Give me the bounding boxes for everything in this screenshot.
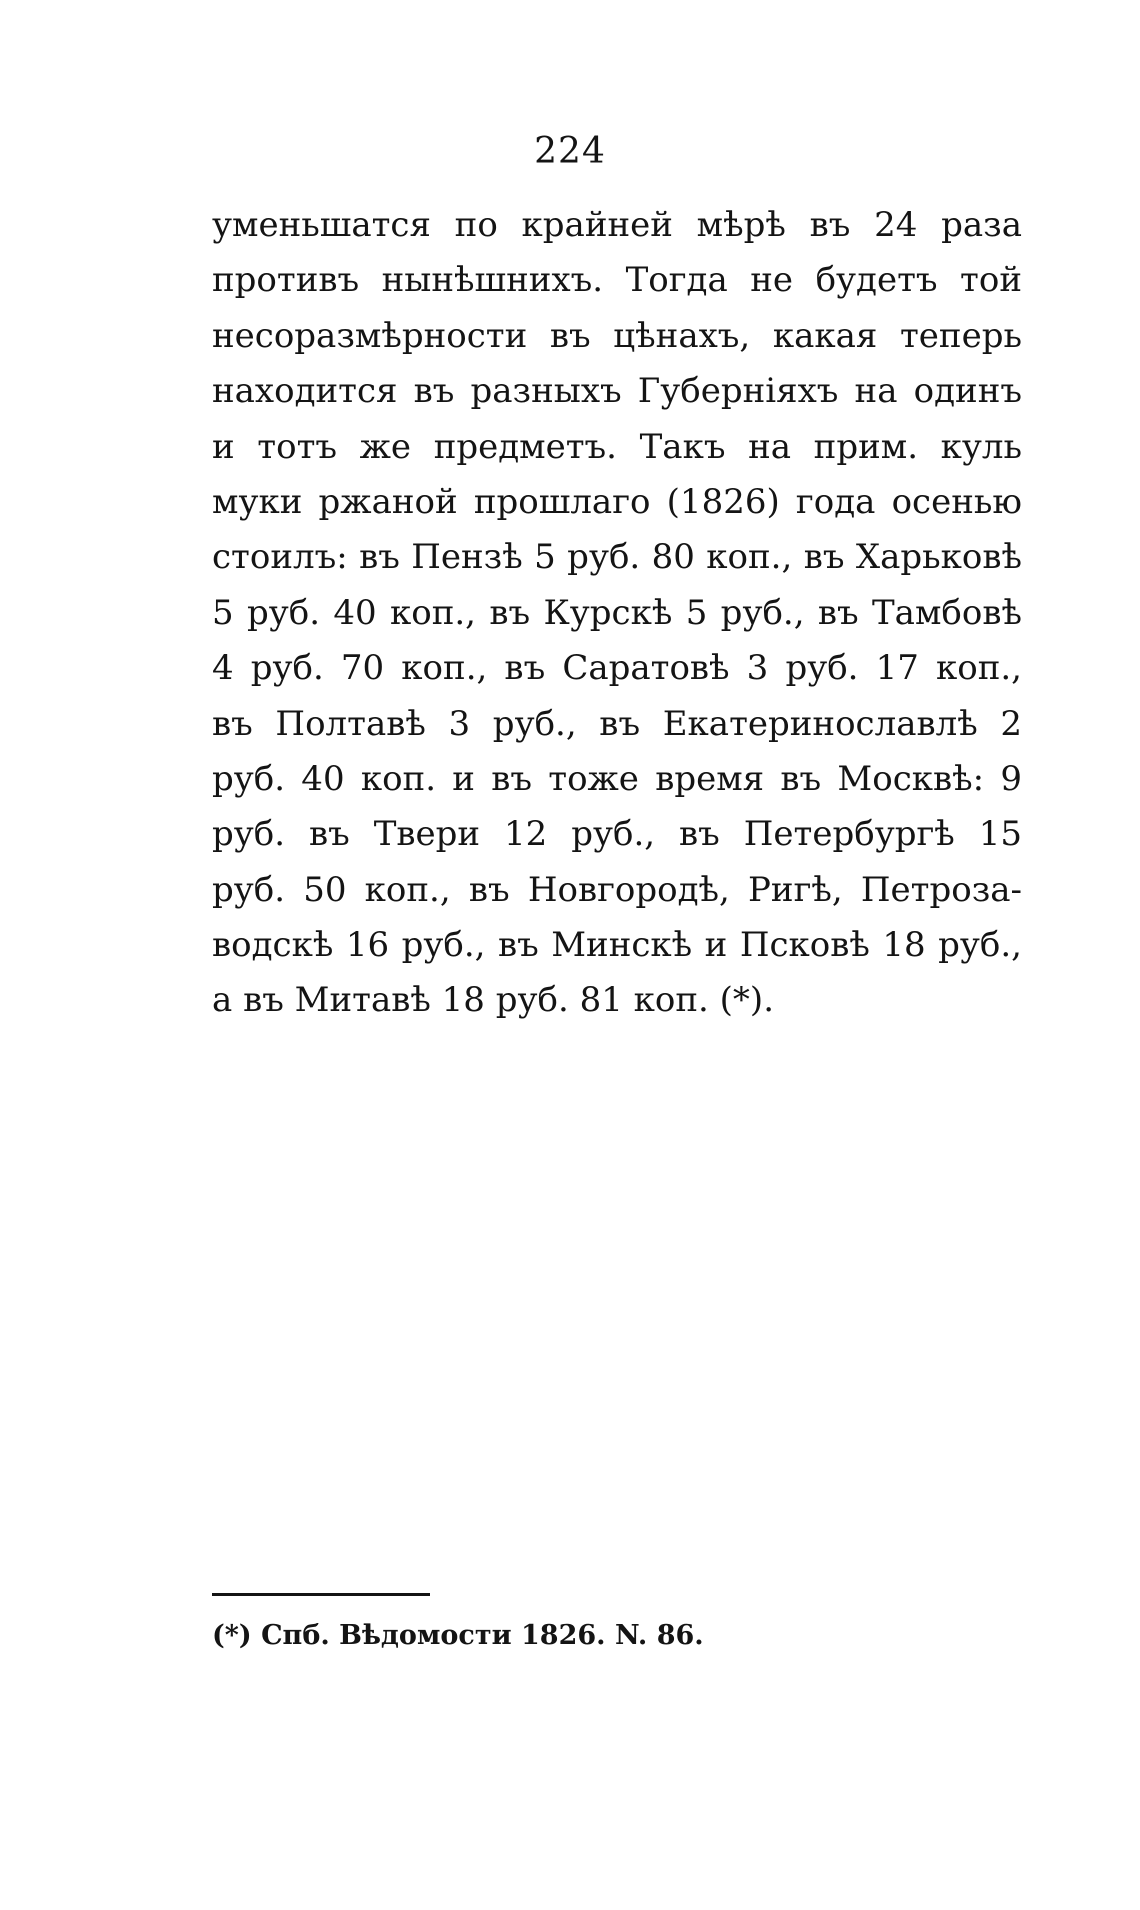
page-number: 224 <box>534 131 606 172</box>
text-line-last: а въ Митавѣ 18 руб. 81 коп. (*). <box>212 980 774 1021</box>
text-line: муки ржаной прошлаго (1826) года осенью <box>212 481 1022 522</box>
text-line: уменьшатся по крайней мѣрѣ въ 24 раза <box>212 205 1022 245</box>
text-line: несоразмѣрности въ цѣнахъ, какая теперь <box>212 315 1022 356</box>
text-line: и тотъ же предметъ. Такъ на прим. куль <box>212 426 1022 467</box>
text-line: руб. 40 коп. и въ тоже время въ Москвѣ: 9 <box>212 758 1022 799</box>
body-text <box>212 198 1022 1029</box>
text-line: противъ нынѣшнихъ. Тогда не будетъ той <box>212 260 1022 301</box>
text-line: стоилъ: въ Пензѣ 5 руб. 80 коп., въ Харьковѣ <box>212 537 1022 578</box>
text-line: 4 руб. 70 коп., въ Саратовѣ 3 руб. 17 коп., <box>212 648 1022 689</box>
text-line: руб. въ Твери 12 руб., въ Петербургѣ 15 <box>212 814 1022 855</box>
footnote: (*) Спб. Вѣдомости 1826. N. 86. <box>212 1620 704 1651</box>
footnote-divider <box>212 1593 430 1596</box>
text-line: водскѣ 16 руб., въ Минскѣ и Псковѣ 18 руб., <box>212 925 1022 966</box>
text-line: руб. 50 коп., въ Новгородѣ, Ригѣ, Петроза- <box>212 869 1022 910</box>
text-line: въ Полтавѣ 3 руб., въ Екатеринославлѣ 2 <box>212 703 1022 744</box>
text-line: находится въ разныхъ Губерніяхъ на одинъ <box>212 371 1022 412</box>
text-line: 5 руб. 40 коп., въ Курскѣ 5 руб., въ Тамбовѣ <box>212 592 1022 633</box>
